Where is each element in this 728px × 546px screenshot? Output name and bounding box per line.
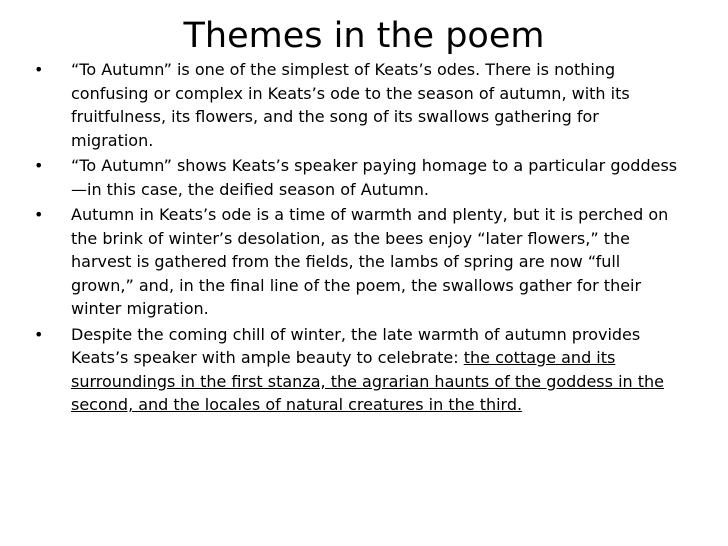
bullet-item-3 (0, 203, 728, 321)
bullet-text: Despite the coming chill of winter, the late warmth of autumn provides Keats’s speaker with ample beauty to celebrate: (71, 324, 641, 367)
underlined-link-text[interactable]: the cottage and its surroundings in the first stanza, the agrarian haunts of the goddess in the second, and the locales of natural creatures in the third. (71, 348, 664, 414)
bullet-marker: • (34, 60, 44, 79)
bullet-list (0, 58, 728, 419)
bullet-text: “To Autumn” shows Keats’s speaker paying homage to a particular goddess—in this case, the deified season of Autumn. (71, 156, 678, 199)
bullet-item-1 (0, 58, 728, 152)
bullet-marker: • (34, 205, 44, 224)
bullet-item-4 (0, 323, 728, 417)
bullet-marker: • (34, 324, 44, 344)
slide-title: Themes in the poem (183, 16, 545, 56)
bullet-marker: • (34, 156, 44, 175)
bullet-text: “To Autumn” is one of the simplest of Keats’s odes. There is nothing confusing or complex in Keats’s ode to the season of autumn, with its fruitfulness, its flowers, and the song of its swallows gathering for migration. (71, 60, 630, 150)
bullet-text: Autumn in Keats’s ode is a time of warmth and plenty, but it is perched on the brink of winter’s desolation, as the bees enjoy “later flowers,” the harvest is gathered from the fields, the lambs of spring are now “full grown,” and, in the final line of the poem, the swallows gather for their winter migration. (71, 205, 669, 318)
bullet-item-2 (0, 154, 728, 201)
